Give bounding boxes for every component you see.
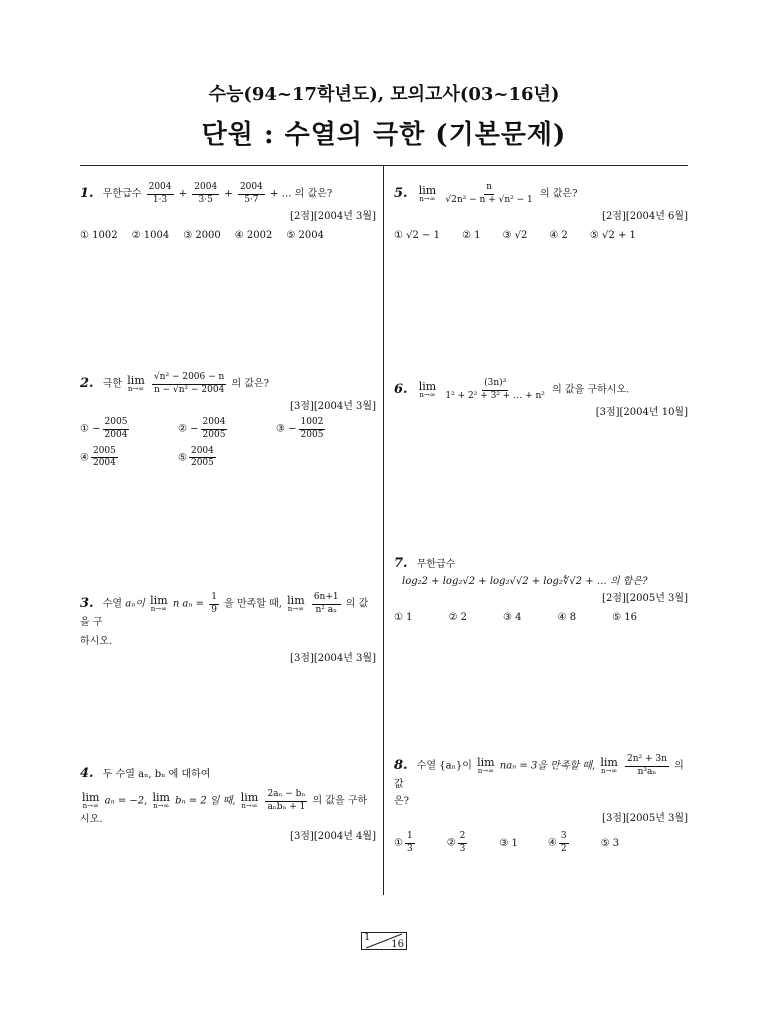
choice-5[interactable]: ⑤ 3 (600, 838, 620, 850)
limit-symbol: lim n→∞ (287, 594, 305, 614)
limit-expression: $\frac{n}{\text{√2n² − n + √n² − 1}}$ (445, 182, 533, 205)
problem-number: 7. (394, 556, 408, 571)
limit-symbol: lim n→∞ (152, 791, 170, 811)
limit-expression: $\frac{\text{√n² − 2006 − n}}{\text{n − √n² − 2004}}$ (153, 372, 225, 395)
problem-suffix: 의 값은? (539, 188, 578, 200)
choice-2[interactable]: ② 1 (461, 230, 481, 242)
limit-expression: $\frac{\text{2n² + 3n}}{\text{n³aₙ}}$ (627, 754, 667, 777)
series-term: $\frac{2004}{1\cdot 3}$ (148, 182, 172, 205)
exam-subtitle: 수능(94~17학년도), 모의고사(03~16년) (208, 84, 560, 105)
problem-number: 5. (394, 185, 408, 201)
problem-7 (394, 556, 688, 624)
problem-text-line2: 하시오. (80, 636, 113, 648)
choice-1[interactable]: ① 1 (394, 611, 413, 623)
problem-5 (394, 182, 688, 242)
choice-3[interactable]: ③ √2 (502, 230, 528, 242)
choice-4[interactable]: ④ $\frac{3}{2}$ (547, 831, 567, 855)
problem-4 (80, 766, 376, 843)
problem-8 (394, 754, 688, 856)
sequence-name: aₙ이 (125, 598, 145, 610)
limit-expression: $\frac{\text{2aₙ − bₙ}}{\text{aₙbₙ + 1}}$ (267, 788, 306, 812)
problem-suffix: 의 값을 구하시오. (552, 384, 630, 396)
problem-3 (80, 592, 376, 665)
problem-text: 수열 (102, 598, 123, 610)
choice-1[interactable]: ① − $\frac{2005}{2004}$ (80, 417, 128, 441)
choice-3[interactable]: ③ − $\frac{1002}{2005}$ (276, 417, 324, 441)
problem-source: [2점][2005년 3월] (602, 592, 688, 604)
choice-1[interactable]: ① √2 − 1 (394, 230, 440, 242)
limit-symbol: lim n→∞ (418, 184, 437, 204)
choice-1[interactable]: ① $\frac{1}{3}$ (394, 831, 413, 855)
problem-source: [3점][2004년 3월] (290, 653, 376, 665)
problem-source: [3점][2004년 3월] (290, 401, 376, 413)
problem-text: 수열 {aₙ}이 (416, 760, 472, 772)
problem-1: 1. 무한급수 $\frac{2004}{1\cdot 3}$ + $\frac{2004}{3\cdot 5}$ + $\frac{2004}{5\cdot 7}$ + … 의 값은? [2점][2004년 3월] ① 1002 ② 1004 ③ 2000 ④ 2002 ⑤ 2004 (80, 182, 376, 242)
limit-condition: n aₙ = (172, 598, 205, 610)
problem-text: 의 값을 구 (80, 598, 369, 629)
problem-source: [2점][2004년 3월] (290, 211, 376, 223)
choice-3[interactable]: ③ 1 (499, 838, 518, 850)
problem-6 (394, 378, 688, 419)
choice-2[interactable]: ② 1004 (131, 230, 170, 242)
problem-number: 3. (80, 595, 94, 611)
limit-symbol: lim n→∞ (600, 756, 618, 776)
page-number (361, 932, 407, 950)
problem-number: 1. (80, 185, 94, 201)
limit-expression: $\frac{6n+1}{\text{n² aₙ}}$ (313, 592, 339, 615)
choice-2[interactable]: ② $\frac{2}{3}$ (446, 831, 466, 855)
problem-number: 8. (394, 757, 408, 773)
choice-4[interactable]: ④ 8 (557, 611, 577, 623)
column-divider (383, 165, 384, 895)
problem-2 (80, 372, 376, 470)
limit-symbol: lim n→∞ (127, 374, 145, 394)
limit-condition: naₙ = 3을 만족할 때, (499, 760, 596, 772)
page-title: 단원 : 수열의 극한 (기본문제) (201, 120, 567, 150)
limit-b: bₙ = 2 일 때, (175, 795, 236, 807)
choice-5[interactable]: ⑤ $\frac{2004}{2005}$ (178, 445, 214, 469)
choice-2[interactable]: ② 2 (448, 611, 468, 623)
page-current: 1 (364, 932, 371, 943)
series-term: $\frac{2004}{5\cdot 7}$ (239, 182, 263, 205)
limit-symbol: lim n→∞ (418, 380, 437, 400)
problem-number: 2. (80, 375, 94, 391)
answer-choices (394, 611, 688, 624)
choice-1[interactable]: ① 1002 (80, 230, 118, 242)
problem-suffix: 의 값은? (231, 378, 270, 390)
problem-prefix: 극한 (102, 378, 123, 390)
problem-suffix: + … 의 값은? (270, 188, 333, 200)
answer-choices (394, 229, 688, 242)
choice-4[interactable]: ④ $\frac{2005}{2004}$ (80, 445, 116, 469)
limit-symbol: lim n→∞ (477, 756, 495, 776)
problem-number: 6. (394, 381, 408, 397)
choice-5[interactable]: ⑤ √2 + 1 (589, 230, 636, 242)
problem-source: [3점][2004년 4월] (290, 831, 376, 843)
limit-symbol: lim n→∞ (240, 791, 259, 811)
problem-source: [3점][2004년 10월] (595, 407, 688, 419)
problem-text: 무한급수 (416, 559, 456, 570)
problem-text: 의 값을 구하시오. (80, 795, 368, 826)
choice-4[interactable]: ④ 2002 (234, 230, 273, 242)
choice-3[interactable]: ③ 2000 (183, 230, 221, 242)
limit-symbol: lim n→∞ (150, 594, 168, 614)
problem-number: 4. (80, 766, 94, 781)
answer-choices (394, 831, 688, 855)
header-divider (80, 165, 688, 166)
page-total: 16 (391, 939, 404, 950)
problem-text: 의 값 (394, 760, 684, 791)
series-expression: log₂2 + log₂√2 + log₂√√2 + log₂∜√2 + … 의 합은? (402, 575, 648, 587)
series-term: $\frac{2004}{3\cdot 5}$ (194, 182, 218, 205)
limit-symbol: lim n→∞ (82, 791, 100, 811)
answer-choices (80, 229, 376, 242)
choice-3[interactable]: ③ 4 (503, 611, 522, 623)
choice-5[interactable]: ⑤ 2004 (286, 230, 324, 242)
problem-source: [2점][2004년 6월] (602, 211, 688, 223)
choice-5[interactable]: ⑤ 16 (612, 611, 637, 623)
problem-source: [3점][2005년 3월] (602, 813, 688, 825)
limit-a: aₙ = −2, (104, 795, 148, 807)
condition-value: $\frac{1}{9}$ (211, 592, 217, 615)
choice-2[interactable]: ② − $\frac{2004}{2005}$ (178, 417, 226, 441)
answer-choices (80, 417, 376, 470)
problem-prefix: 무한급수 (102, 188, 142, 200)
problem-text-line2: 은? (394, 796, 410, 808)
choice-4[interactable]: ④ 2 (549, 230, 568, 242)
problem-text: 두 수열 aₙ, bₙ 에 대하여 (102, 769, 211, 780)
problem-text: 을 만족할 때, (224, 598, 282, 610)
limit-expression: $\frac{\text{(3n)³}}{\text{1² + 2² + 3² + … + n²}}$ (445, 378, 545, 401)
